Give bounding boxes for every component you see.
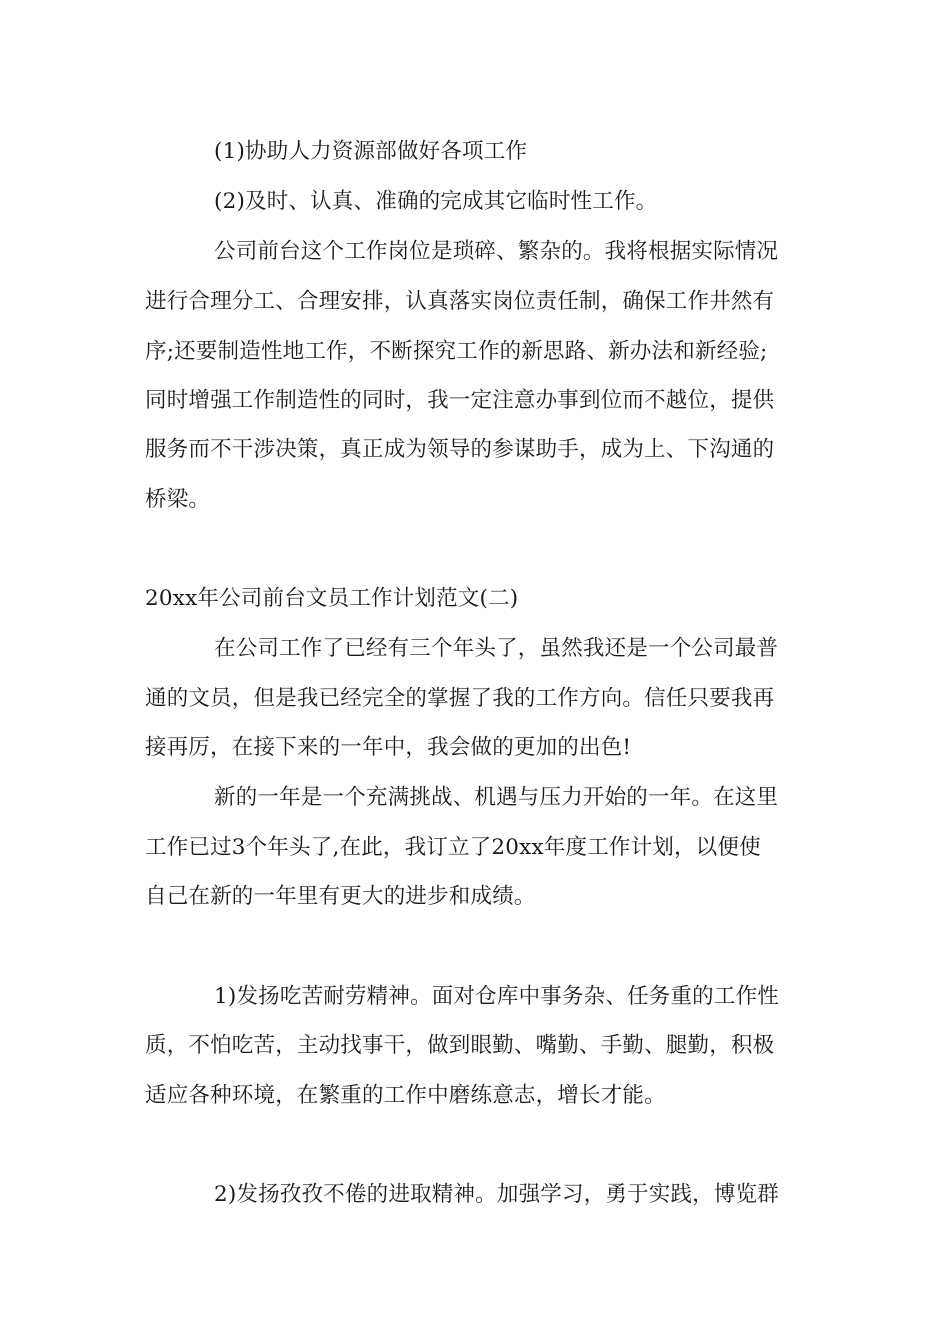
paragraph-line: 桥梁。: [145, 487, 211, 512]
list-item: 1)发扬吃苦耐劳精神。面对仓库中事务杂、任务重的工作性: [214, 984, 779, 1009]
paragraph-line: 通的文员，但是我已经完全的掌握了我的工作方向。信任只要我再: [145, 686, 775, 711]
list-item: 2)发扬孜孜不倦的进取精神。加强学习，勇于实践，博览群: [214, 1182, 779, 1207]
paragraph-line: 服务而不干涉决策，真正成为领导的参谋助手，成为上、下沟通的: [145, 437, 775, 462]
paragraph-line: 自己在新的一年里有更大的进步和成绩。: [145, 884, 536, 909]
paragraph-line: 适应各种环境，在繁重的工作中磨练意志，增长才能。: [145, 1083, 666, 1108]
section-heading: 20xx年公司前台文员工作计划范文(二): [145, 586, 519, 611]
paragraph-line: 接再厉，在接下来的一年中，我会做的更加的出色!: [145, 735, 632, 760]
paragraph-line: 序;还要制造性地工作，不断探究工作的新思路、新办法和新经验;: [145, 339, 768, 364]
paragraph-line: 进行合理分工、合理安排，认真落实岗位责任制，确保工作井然有: [145, 289, 775, 314]
paragraph-line: 同时增强工作制造性的同时，我一定注意办事到位而不越位，提供: [145, 388, 775, 413]
list-item: (1)协助人力资源部做好各项工作: [214, 139, 528, 164]
paragraph-line: 质，不怕吃苦，主动找事干，做到眼勤、嘴勤、手勤、腿勤，积极: [145, 1033, 775, 1058]
paragraph-line: 公司前台这个工作岗位是琐碎、繁杂的。我将根据实际情况: [214, 239, 779, 264]
paragraph-line: 在公司工作了已经有三个年头了，虽然我还是一个公司最普: [214, 636, 779, 661]
list-item: (2)及时、认真、准确的完成其它临时性工作。: [214, 189, 658, 214]
paragraph-line: 工作已过3个年头了,在此，我订立了20xx年度工作计划，以便使: [145, 835, 761, 860]
paragraph-line: 新的一年是一个充满挑战、机遇与压力开始的一年。在这里: [214, 785, 779, 810]
